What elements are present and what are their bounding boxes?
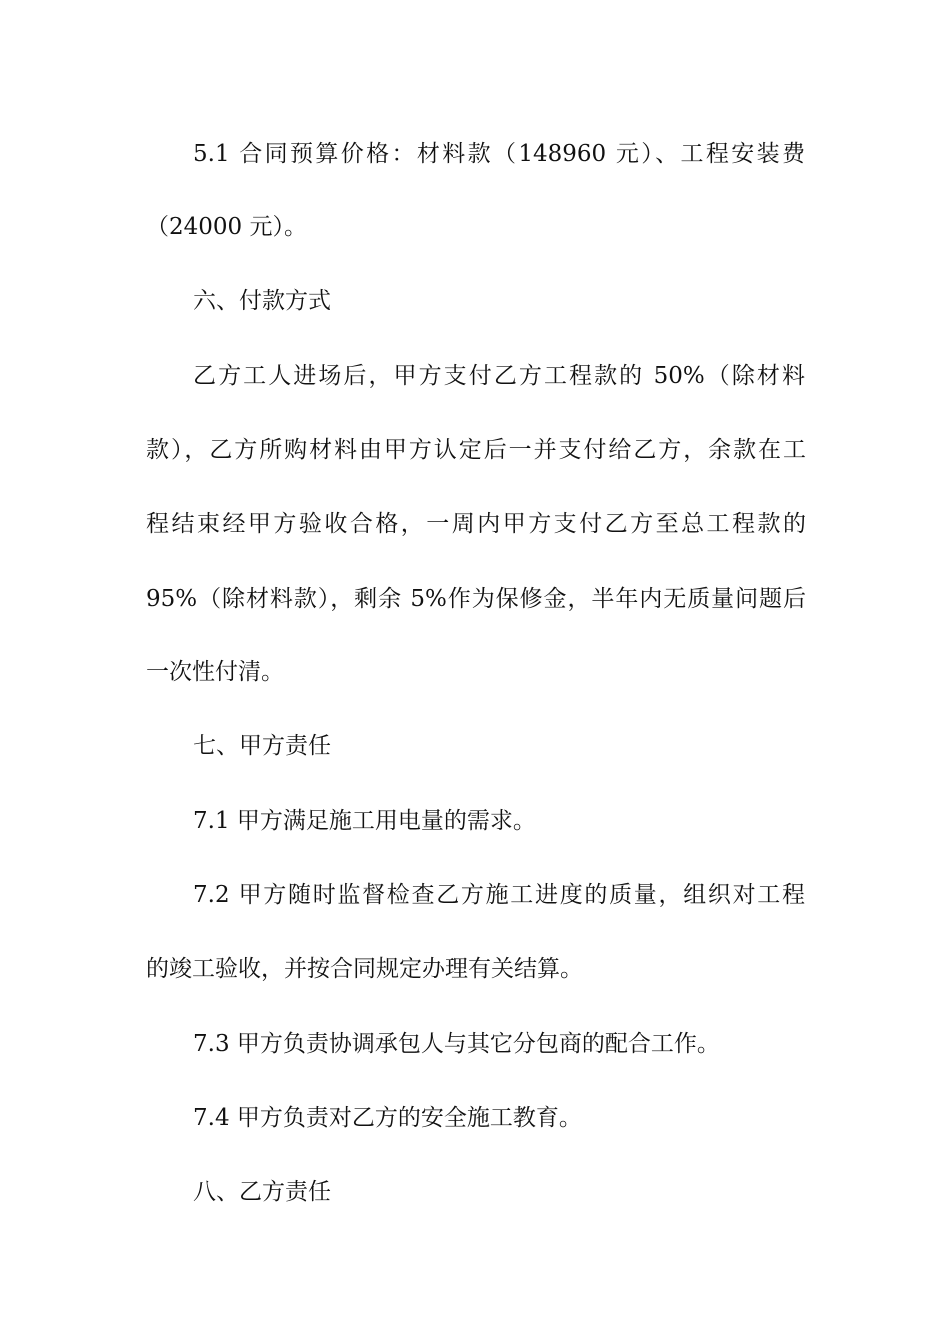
section-6-paragraph-line-5: 一次性付清。 bbox=[146, 659, 284, 685]
section-8-heading: 八、乙方责任 bbox=[193, 1179, 331, 1205]
clause-7-3: 7.3 甲方负责协调承包人与其它分包商的配合工作。 bbox=[193, 1031, 720, 1057]
clause-7-1: 7.1 甲方满足施工用电量的需求。 bbox=[193, 808, 536, 834]
section-7-heading: 七、甲方责任 bbox=[193, 733, 331, 759]
section-6-heading: 六、付款方式 bbox=[193, 288, 331, 314]
clause-5-1-line-2: （24000 元）。 bbox=[146, 214, 307, 240]
clause-7-2-line-2: 的竣工验收，并按合同规定办理有关结算。 bbox=[146, 956, 583, 982]
section-6-paragraph-line-3: 程结束经甲方验收合格，一周内甲方支付乙方至总工程款的 bbox=[146, 511, 806, 537]
clause-5-1-line-1: 5.1 合同预算价格：材料款（148960 元）、工程安装费 bbox=[193, 141, 805, 167]
section-6-paragraph-line-4: 95%（除材料款），剩余 5%作为保修金，半年内无质量问题后 bbox=[146, 586, 806, 612]
section-6-paragraph-line-1: 乙方工人进场后，甲方支付乙方工程款的 50%（除材料 bbox=[193, 363, 805, 389]
clause-7-4: 7.4 甲方负责对乙方的安全施工教育。 bbox=[193, 1105, 582, 1131]
clause-7-2-line-1: 7.2 甲方随时监督检查乙方施工进度的质量，组织对工程 bbox=[193, 882, 805, 908]
section-6-paragraph-line-2: 款），乙方所购材料由甲方认定后一并支付给乙方，余款在工 bbox=[146, 437, 806, 463]
